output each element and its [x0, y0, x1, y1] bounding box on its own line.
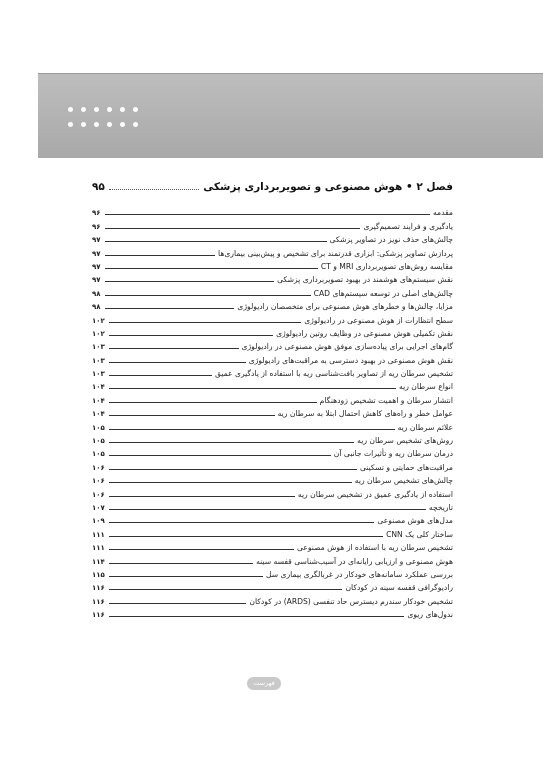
toc-entry[interactable] [92, 391, 453, 404]
entry-leader-line [105, 281, 275, 282]
entry-leader-line [109, 362, 246, 363]
entry-page-number: ۹۷ [92, 236, 101, 245]
toc-entry[interactable] [92, 512, 453, 525]
entry-page-number: ۹۷ [92, 276, 101, 285]
toc-entry[interactable] [92, 365, 453, 378]
entry-title: ندول‌های ریوی [407, 610, 453, 620]
entry-title: یادگیری و فرایند تصمیم‌گیری [363, 221, 453, 231]
entry-leader-line [109, 522, 375, 523]
dot-icon [107, 107, 112, 112]
entry-leader-line [109, 576, 263, 577]
entry-leader-line [105, 295, 311, 296]
entry-leader-line [109, 509, 426, 510]
toc-entry[interactable] [92, 204, 453, 217]
entry-title: روش‌های تشخیص سرطان ریه [357, 436, 453, 446]
dot-icon [133, 107, 138, 112]
entry-title: نقش سیستم‌های هوشمند در بهبود تصویربرداری پزشکی [277, 275, 453, 285]
entry-title: تشخیص سرطان ریه با استفاده از هوش مصنوعی [296, 543, 453, 553]
entry-page-number: ۹۸ [92, 303, 101, 312]
entry-title: مراقبت‌های حمایتی و تسکینی [359, 462, 453, 472]
entry-page-number: ۱۰۶ [92, 490, 105, 499]
entry-title: چالش‌های حذف نویز در تصاویر پزشکی [329, 235, 453, 245]
toc-entry[interactable] [92, 311, 453, 324]
entry-leader-line [109, 335, 273, 336]
toc-entry[interactable] [92, 539, 453, 552]
entry-leader-line [109, 402, 317, 403]
entry-page-number: ۱۰۷ [92, 503, 105, 512]
toc-entry[interactable] [92, 351, 453, 364]
entry-leader-line [109, 496, 295, 497]
dot-icon [107, 122, 112, 127]
toc-entry[interactable] [92, 418, 453, 431]
toc-entry[interactable] [92, 405, 453, 418]
decorative-dots [68, 107, 148, 131]
entry-page-number: ۱۱۶ [92, 597, 105, 606]
entry-leader-line [105, 308, 235, 309]
dot-icon [81, 107, 86, 112]
header-banner [38, 73, 543, 158]
entry-title: نقش تکمیلی هوش مصنوعی در وظایف روتین رادیولوژی [276, 328, 453, 338]
entry-title: علائم سرطان ریه [397, 422, 453, 432]
entry-page-number: ۱۱۶ [92, 584, 105, 593]
entry-leader-line [105, 255, 216, 256]
entry-page-number: ۱۰۳ [92, 370, 105, 379]
entry-title: بررسی عملکرد سامانه‌های خودکار در غربالگری بیماری سل [266, 569, 453, 579]
entry-title: تشخیص سرطان ریه از تصاویر بافت‌شناسی ریه با استفاده از یادگیری عمیق [215, 369, 453, 379]
chapter-title: فصل ۲ • هوش مصنوعی و تصویربرداری پزشکی [203, 181, 453, 193]
entry-leader-line [105, 228, 361, 229]
table-of-contents [92, 180, 453, 619]
entry-title: درمان سرطان ریه و تأثیرات جانبی آن [333, 449, 453, 459]
entry-page-number: ۱۱۴ [92, 557, 105, 566]
entry-page-number: ۹۶ [92, 209, 101, 218]
entry-leader-line [109, 589, 343, 590]
chapter-heading[interactable] [92, 180, 453, 198]
entry-leader-line [105, 241, 327, 242]
dot-icon [68, 107, 73, 112]
entry-title: مقدمه [432, 208, 453, 218]
toc-entry[interactable] [92, 445, 453, 458]
toc-entry[interactable] [92, 579, 453, 592]
entry-leader-line [105, 268, 318, 269]
entry-leader-line [109, 536, 383, 537]
toc-entry[interactable] [92, 258, 453, 271]
entry-leader-line [109, 603, 247, 604]
footer-badge: فهرست [247, 677, 281, 690]
entry-page-number: ۱۱۶ [92, 611, 105, 620]
entry-title: گام‌های اجرایی برای پیاده‌سازی موفق هوش مصنوعی در رادیولوژی [241, 342, 453, 352]
entry-page-number: ۱۰۶ [92, 477, 105, 486]
dot-leader [109, 180, 199, 190]
toc-entry[interactable] [92, 284, 453, 297]
entry-leader-line [109, 322, 301, 323]
dot-icon [133, 122, 138, 127]
dot-icon [81, 122, 86, 127]
entry-title: پردازش تصاویر پزشکی: ابزاری قدرتمند برای تشخیص و پیش‌بینی بیماری‌ها [218, 248, 453, 258]
entry-leader-line [109, 455, 331, 456]
toc-entry[interactable] [92, 231, 453, 244]
entry-leader-line [109, 429, 395, 430]
toc-entry[interactable] [92, 217, 453, 230]
toc-entry[interactable] [92, 378, 453, 391]
toc-entry[interactable] [92, 606, 453, 619]
dot-icon [68, 122, 73, 127]
toc-entries [92, 204, 453, 619]
toc-entry[interactable] [92, 566, 453, 579]
entry-page-number: ۱۰۵ [92, 423, 105, 432]
entry-page-number: ۱۰۴ [92, 410, 105, 419]
entry-leader-line [109, 482, 352, 483]
entry-title: تاریخچه [428, 502, 453, 512]
entry-title: مزایا، چالش‌ها و خطرهای هوش مصنوعی برای متخصصان رادیولوژی [237, 302, 453, 312]
entry-title: استفاده از یادگیری عمیق در تشخیص سرطان ریه [297, 489, 453, 499]
toc-entry[interactable] [92, 338, 453, 351]
entry-page-number: ۹۷ [92, 262, 101, 271]
entry-page-number: ۱۰۴ [92, 396, 105, 405]
chapter-page: ۹۵ [92, 181, 105, 193]
entry-title: انواع سرطان ریه [399, 382, 453, 392]
entry-title: انتشار سرطان و اهمیت تشخیص زودهنگام [319, 395, 453, 405]
dot-icon [94, 122, 99, 127]
entry-title: ساختار کلی یک CNN [386, 529, 453, 539]
entry-title: نقش هوش مصنوعی در بهبود دسترسی به مراقبت‌های رادیولوژی [248, 355, 453, 365]
entry-page-number: ۹۷ [92, 249, 101, 258]
entry-title: تشخیص خودکار سندرم دیسترس حاد تنفسی (ARDS) در کودکان [249, 596, 453, 606]
entry-page-number: ۹۸ [92, 289, 101, 298]
entry-page-number: ۱۰۵ [92, 450, 105, 459]
dot-icon [94, 107, 99, 112]
entry-leader-line [109, 469, 357, 470]
entry-leader-line [109, 549, 294, 550]
toc-entry[interactable] [92, 432, 453, 445]
entry-page-number: ۱۰۶ [92, 463, 105, 472]
toc-entry[interactable] [92, 325, 453, 338]
entry-leader-line [109, 415, 275, 416]
toc-entry[interactable] [92, 298, 453, 311]
toc-entry[interactable] [92, 525, 453, 538]
dot-icon [120, 122, 125, 127]
toc-entry[interactable] [92, 458, 453, 471]
toc-entry[interactable] [92, 271, 453, 284]
entry-leader-line [109, 348, 239, 349]
entry-page-number: ۱۰۳ [92, 356, 105, 365]
toc-entry[interactable] [92, 552, 453, 565]
entry-title: سطح انتظارات از هوش مصنوعی در رادیولوژی [304, 315, 453, 325]
entry-title: عوامل خطر و راه‌های کاهش احتمال ابتلا به سرطان ریه [277, 409, 453, 419]
entry-title: رادیوگرافی قفسه سینه در کودکان [345, 583, 453, 593]
entry-page-number: ۹۶ [92, 222, 101, 231]
entry-leader-line [109, 442, 354, 443]
toc-entry[interactable] [92, 244, 453, 257]
entry-title: مقایسه روش‌های تصویربرداری MRI و CT [320, 261, 453, 271]
entry-page-number: ۱۰۹ [92, 517, 105, 526]
entry-leader-line [109, 563, 253, 564]
entry-page-number: ۱۰۵ [92, 437, 105, 446]
entry-page-number: ۱۱۱ [92, 544, 105, 553]
toc-entry[interactable] [92, 592, 453, 605]
entry-page-number: ۱۰۲ [92, 329, 105, 338]
entry-title: چالش‌های تشخیص سرطان ریه [354, 476, 453, 486]
entry-leader-line [109, 616, 405, 617]
entry-leader-line [109, 375, 212, 376]
entry-title: مدل‌های هوش مصنوعی [377, 516, 453, 526]
entry-title: هوش مصنوعی و ارزیابی رایانه‌ای در آسیب‌شناسی قفسه سینه [256, 556, 453, 566]
toc-entry[interactable] [92, 472, 453, 485]
entry-leader-line [109, 388, 396, 389]
entry-page-number: ۱۱۱ [92, 530, 105, 539]
entry-leader-line [105, 214, 430, 215]
toc-entry[interactable] [92, 485, 453, 498]
toc-entry[interactable] [92, 499, 453, 512]
entry-page-number: ۱۰۴ [92, 383, 105, 392]
entry-title: چالش‌های اصلی در توسعه سیستم‌های CAD [313, 288, 453, 298]
dot-icon [120, 107, 125, 112]
entry-page-number: ۱۰۳ [92, 343, 105, 352]
entry-page-number: ۱۰۲ [92, 316, 105, 325]
entry-page-number: ۱۱۵ [92, 570, 105, 579]
